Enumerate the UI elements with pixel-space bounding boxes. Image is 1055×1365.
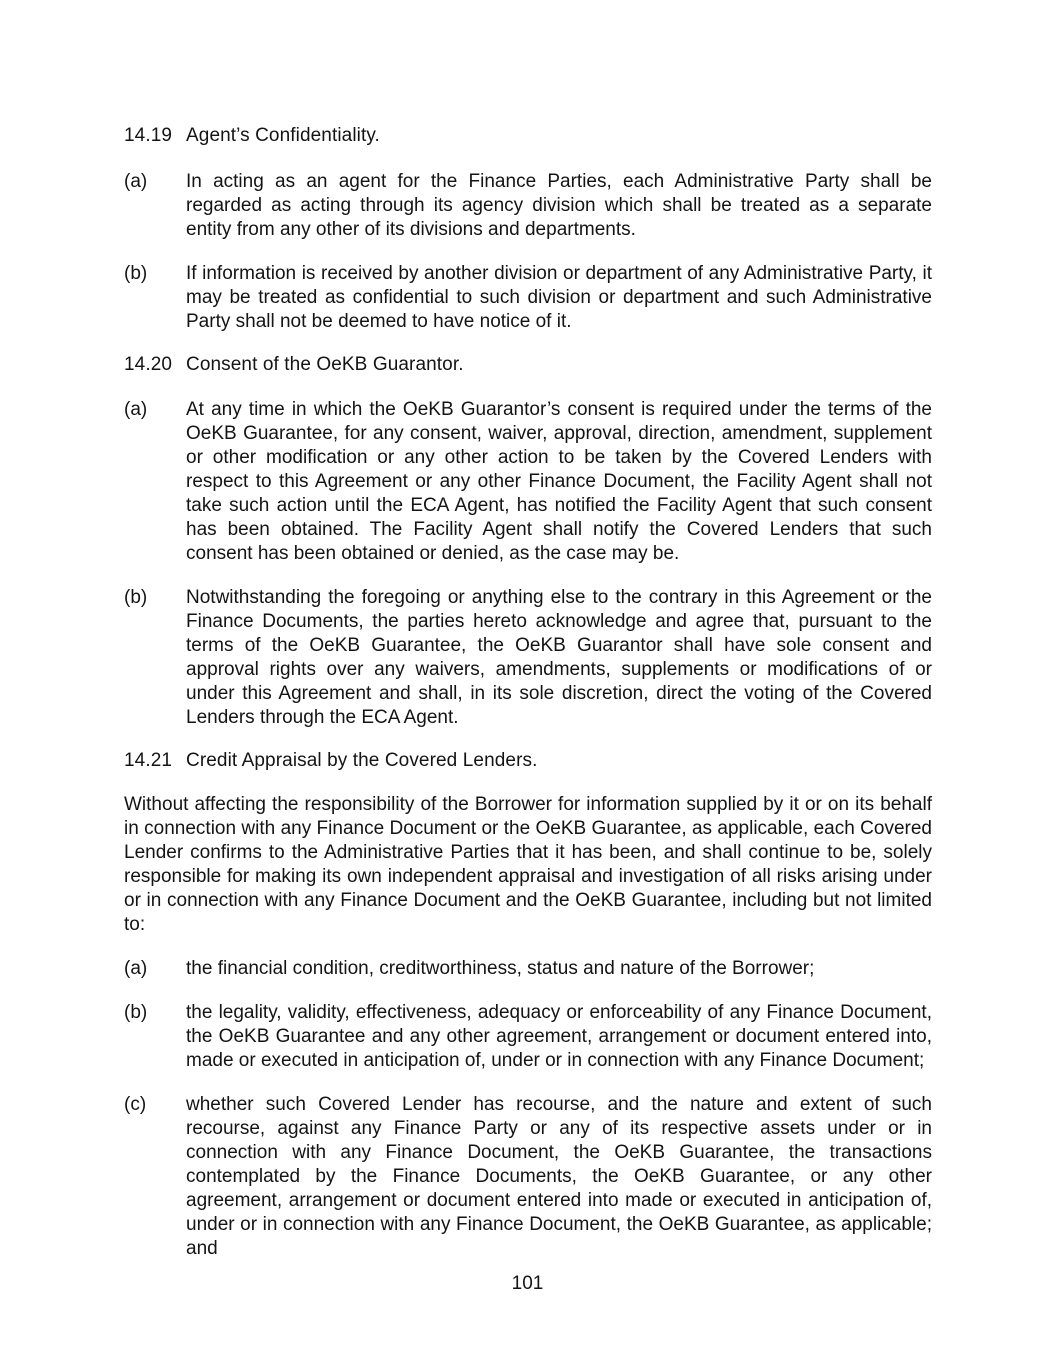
page-number: 101 [511, 1273, 544, 1294]
clause-label: (b) [124, 587, 148, 608]
clause-14-20-a [124, 398, 932, 566]
section-number: 14.21 [124, 750, 173, 771]
clause-14-20-b [124, 586, 932, 730]
clause-text: At any time in which the OeKB Guarantor’s consent is required under the terms of the OeKB Guarantee, for any consent, waiver, approval, direction, amendment, supplement or other modification or any other action to be taken by the Covered Lenders with respect to this Agreement or any other Finance Document, the Facility Agent shall not take such action until the ECA Agent, has notified the Facility Agent that such consent has been obtained. The Facility Agent shall notify the Covered Lenders that such consent has been obtained or denied, as the case may be. [186, 399, 932, 564]
clause-14-21-a [124, 957, 932, 981]
clause-14-21-c [124, 1093, 932, 1261]
section-number: 14.20 [124, 354, 173, 375]
section-number: 14.19 [124, 125, 173, 146]
section-heading-14-21 [124, 749, 932, 773]
clause-14-19-a [124, 170, 932, 242]
section-title: Credit Appraisal by the Covered Lenders. [186, 750, 538, 771]
clause-text: If information is received by another division or department of any Administrative Party, it may be treated as confidential to such division or department and such Administrative Party shall not be deemed to have notice of it. [186, 263, 932, 332]
section-heading-14-19 [124, 124, 932, 148]
clause-text: the legality, validity, effectiveness, adequacy or enforceability of any Finance Document, the OeKB Guarantee and any other agreement, arrangement or document entered into, made or executed in anticipation of, under or in connection with any Finance Document; [186, 1002, 932, 1071]
section-heading-14-20 [124, 353, 932, 377]
clause-label: (c) [124, 1094, 147, 1115]
clause-text: whether such Covered Lender has recourse, and the nature and extent of such recourse, against any Finance Party or any of its respective assets under or in connection with any Finance Document, the OeKB Guarantee, the transactions contemplated by the Finance Documents, the OeKB Guarantee, or any other agreement, arrangement or document entered into made or executed in anticipation of, under or in connection with any Finance Document, the OeKB Guarantee, as applicable; and [186, 1094, 932, 1259]
clause-label: (a) [124, 171, 148, 192]
clause-label: (b) [124, 1002, 148, 1023]
section-14-21-intro: Without affecting the responsibility of the Borrower for information supplied by it or on its behalf in connection with any Finance Document or the OeKB Guarantee, as applicable, each Covered Lender confirms to the Administrative Parties that it has been, and shall continue to be, solely responsible for making its own independent appraisal and investigation of all risks arising under or in connection with any Finance Document and the OeKB Guarantee, including but not limited to: [124, 794, 932, 935]
clause-14-19-b [124, 262, 932, 334]
section-title: Agent’s Confidentiality. [186, 125, 380, 146]
clause-text: In acting as an agent for the Finance Parties, each Administrative Party shall be regarded as acting through its agency division which shall be treated as a separate entity from any other of its divisions and departments. [186, 171, 932, 240]
clause-14-21-b [124, 1001, 932, 1073]
clause-text: Notwithstanding the foregoing or anything else to the contrary in this Agreement or the Finance Documents, the parties hereto acknowledge and agree that, pursuant to the terms of the OeKB Guarantee, the OeKB Guarantor shall have sole consent and approval rights over any waivers, amendments, supplements or modifications of or under this Agreement and shall, in its sole discretion, direct the voting of the Covered Lenders through the ECA Agent. [186, 587, 932, 728]
section-title: Consent of the OeKB Guarantor. [186, 354, 464, 375]
clause-label: (b) [124, 263, 148, 284]
clause-label: (a) [124, 958, 148, 979]
clause-text: the financial condition, creditworthiness, status and nature of the Borrower; [186, 958, 815, 979]
clause-label: (a) [124, 399, 148, 420]
